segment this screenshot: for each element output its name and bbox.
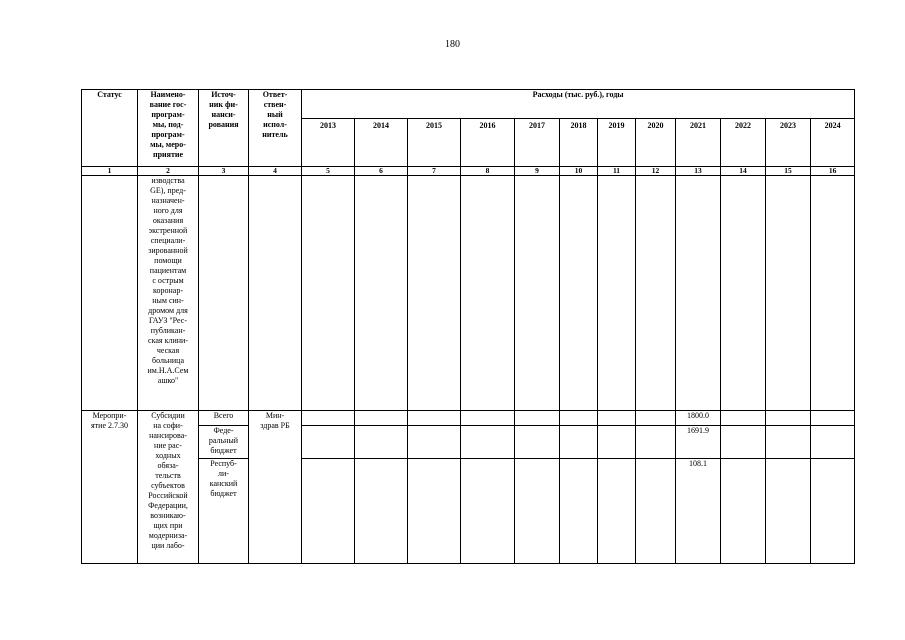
cell-value bbox=[598, 459, 636, 564]
column-number: 5 bbox=[302, 167, 355, 176]
cell-value bbox=[408, 176, 461, 411]
cell-value bbox=[355, 411, 408, 426]
cell-source: Респуб- ли- канский бюджет bbox=[199, 459, 249, 564]
column-number: 15 bbox=[766, 167, 811, 176]
column-number: 10 bbox=[560, 167, 598, 176]
cell-value bbox=[598, 176, 636, 411]
header-year: 2021 bbox=[676, 119, 721, 167]
column-number: 4 bbox=[249, 167, 302, 176]
cell-value bbox=[408, 411, 461, 426]
cell-value bbox=[515, 459, 560, 564]
page-number: 180 bbox=[445, 39, 460, 50]
cell-status: Меропри- ятие 2.7.30 bbox=[82, 411, 138, 564]
column-number: 6 bbox=[355, 167, 408, 176]
cell-value bbox=[355, 176, 408, 411]
header-year: 2014 bbox=[355, 119, 408, 167]
cell-value bbox=[811, 426, 855, 459]
cell-value bbox=[302, 459, 355, 564]
column-number: 12 bbox=[636, 167, 676, 176]
cell-value bbox=[721, 176, 766, 411]
header-year: 2015 bbox=[408, 119, 461, 167]
cell-value-2021: 108.1 bbox=[676, 459, 721, 564]
cell-value bbox=[766, 426, 811, 459]
cell-value bbox=[302, 411, 355, 426]
cell-value bbox=[515, 411, 560, 426]
cell-name: Субсидии на софи- нансирова- ние рас- ходных обяза- тельств субъектов Российской Федерации, возникаю- щих при модерниза- ции лабо- bbox=[138, 411, 199, 564]
cell-value bbox=[721, 411, 766, 426]
cell-value bbox=[766, 459, 811, 564]
cell-value bbox=[766, 411, 811, 426]
header-year: 2016 bbox=[461, 119, 515, 167]
cell-executor: Мин- здрав РБ bbox=[249, 411, 302, 564]
cell-status bbox=[82, 176, 138, 411]
cell-value bbox=[811, 176, 855, 411]
cell-value-2021: 1691.9 bbox=[676, 426, 721, 459]
table-row bbox=[82, 411, 855, 426]
cell-source bbox=[199, 176, 249, 411]
cell-value bbox=[302, 426, 355, 459]
header-status: Статус bbox=[82, 90, 138, 167]
cell-executor bbox=[249, 176, 302, 411]
cell-value bbox=[721, 459, 766, 564]
cell-value bbox=[811, 459, 855, 564]
cell-value bbox=[515, 426, 560, 459]
header-year: 2022 bbox=[721, 119, 766, 167]
cell-value bbox=[766, 176, 811, 411]
header-year: 2023 bbox=[766, 119, 811, 167]
header-year: 2019 bbox=[598, 119, 636, 167]
column-number: 16 bbox=[811, 167, 855, 176]
header-year: 2017 bbox=[515, 119, 560, 167]
budget-table bbox=[81, 89, 855, 564]
cell-value bbox=[355, 426, 408, 459]
cell-value bbox=[636, 176, 676, 411]
column-number: 1 bbox=[82, 167, 138, 176]
cell-value bbox=[355, 459, 408, 564]
cell-value bbox=[676, 176, 721, 411]
cell-value bbox=[598, 411, 636, 426]
header-source: Источ- ник фи- нанси- рования bbox=[199, 90, 249, 167]
header-year: 2024 bbox=[811, 119, 855, 167]
cell-value bbox=[636, 411, 676, 426]
cell-value bbox=[811, 411, 855, 426]
cell-source: Феде- ральный бюджет bbox=[199, 426, 249, 459]
header-year: 2018 bbox=[560, 119, 598, 167]
cell-value bbox=[302, 176, 355, 411]
cell-value bbox=[598, 426, 636, 459]
cell-value bbox=[560, 426, 598, 459]
header-year: 2013 bbox=[302, 119, 355, 167]
column-number: 11 bbox=[598, 167, 636, 176]
cell-value bbox=[461, 459, 515, 564]
column-number: 13 bbox=[676, 167, 721, 176]
column-number: 2 bbox=[138, 167, 199, 176]
cell-source: Всего bbox=[199, 411, 249, 426]
header-executor: Ответ- ствен- ный испол- нитель bbox=[249, 90, 302, 167]
column-number: 8 bbox=[461, 167, 515, 176]
cell-value bbox=[636, 426, 676, 459]
cell-value bbox=[721, 426, 766, 459]
header-name: Наимено- вание гос- програм- мы, под- програм- мы, меро- приятие bbox=[138, 90, 199, 167]
cell-value bbox=[636, 459, 676, 564]
header-year: 2020 bbox=[636, 119, 676, 167]
column-number: 9 bbox=[515, 167, 560, 176]
cell-value bbox=[560, 459, 598, 564]
cell-name: изводства GE), пред- назначен- ного для оказания экстренной специали- зированной помощи пациентам с острым коронар- ным син- дромом для ГАУЗ "Рес- публикан- ская клини- ческая больница им.Н.А.Сем ашко" bbox=[138, 176, 199, 411]
table-row bbox=[82, 176, 855, 411]
column-number: 3 bbox=[199, 167, 249, 176]
cell-value bbox=[461, 411, 515, 426]
cell-value bbox=[515, 176, 560, 411]
cell-value bbox=[560, 411, 598, 426]
header-expenses: Расходы (тыс. руб.), годы bbox=[302, 90, 855, 119]
column-number: 7 bbox=[408, 167, 461, 176]
cell-value bbox=[560, 176, 598, 411]
cell-value bbox=[408, 426, 461, 459]
column-number: 14 bbox=[721, 167, 766, 176]
cell-value bbox=[461, 426, 515, 459]
cell-value-2021: 1800.0 bbox=[676, 411, 721, 426]
cell-value bbox=[408, 459, 461, 564]
cell-value bbox=[461, 176, 515, 411]
